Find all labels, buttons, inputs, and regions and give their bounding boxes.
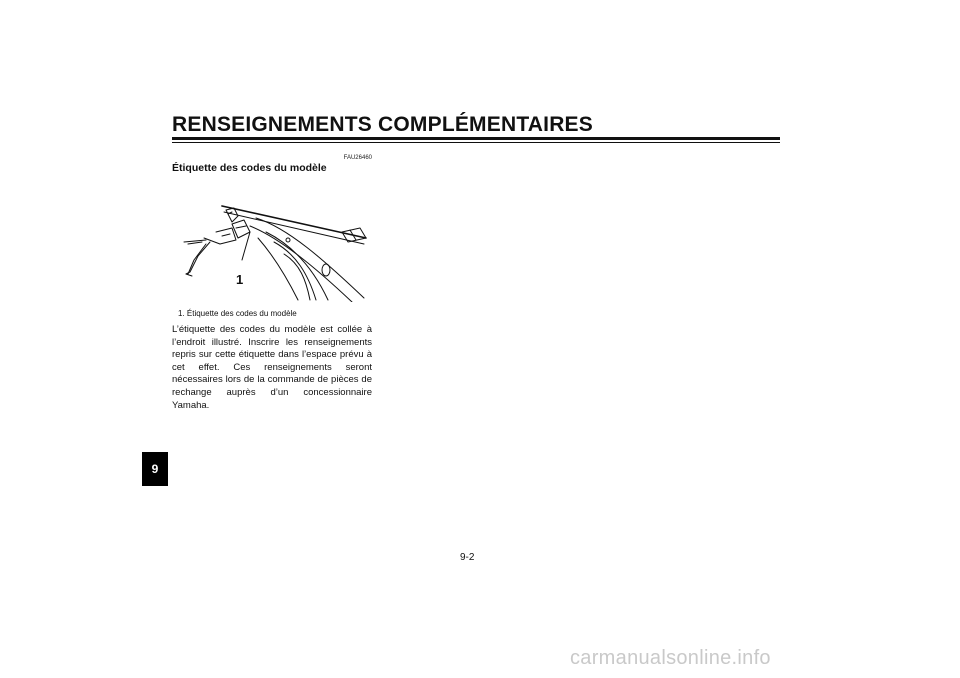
page-header-title: RENSEIGNEMENTS COMPLÉMENTAIRES bbox=[172, 113, 593, 136]
page-number: 9-2 bbox=[460, 552, 475, 563]
figure-caption: 1. Étiquette des codes du modèle bbox=[178, 309, 297, 318]
section-heading: Étiquette des codes du modèle bbox=[172, 162, 327, 174]
body-paragraph: L’étiquette des codes du modèle est collée à l’endroit illustré. Inscrire les renseignements repris sur cette étiquette dans l’espace prévu à cet effet. Ces renseignements seront nécessaires lors de la commande de pièces de rechange auprès d’un concessionnaire Yamaha. bbox=[172, 324, 372, 411]
header-rule-thin bbox=[172, 142, 780, 143]
callout-number: 1 bbox=[236, 272, 244, 287]
header-rule-thick bbox=[172, 137, 780, 140]
chapter-tab: 9 bbox=[142, 452, 168, 486]
watermark: carmanualsonline.info bbox=[570, 647, 771, 669]
reference-code: FAU26460 bbox=[343, 155, 372, 161]
model-label-illustration bbox=[176, 198, 370, 302]
